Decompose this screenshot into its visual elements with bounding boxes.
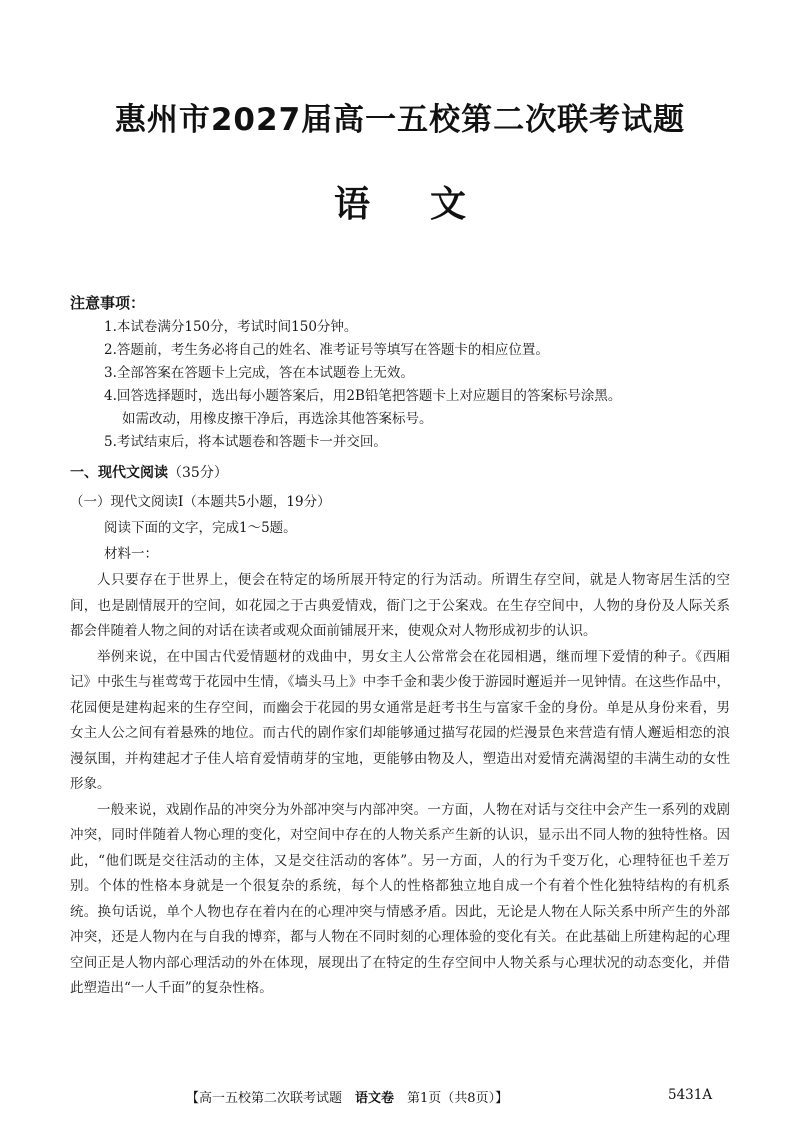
footer-subject: 语文卷 xyxy=(355,1091,395,1106)
footer-code: 5431A xyxy=(668,1087,713,1103)
reading-instruction: 阅读下面的文字，完成1～5题。 xyxy=(104,520,297,536)
notice-item-continuation: 如需改动，用橡皮擦干净后，再选涂其他答案标号。 xyxy=(122,411,433,427)
reading-passage xyxy=(70,568,730,1002)
section-heading xyxy=(70,462,228,482)
passage-paragraph: 一般来说，戏剧作品的冲突分为外部冲突与内部冲突。一方面，人物在对话与交往中会产生一系列的戏剧冲突，同时伴随着人物心理的变化，对空间中存在的人物关系产生新的认识，显示出不同人物的独特性格。因此，“他们既是交往活动的主体，又是交往活动的客体”。另一方面，人的行为千变万化，心理特征也千差万别。个体的性格本身就是一个很复杂的系统，每个人的性格都独立地自成一个有着个性化独特结构的有机系统。换句话说，单个人物也存在着内在的心理冲突与情感矛盾。因此，无论是人物在人际关系中所产生的外部冲突，还是人物内在与自我的博弈，都与人物在不同时刻的心理体验的变化有关。在此基础上所建构起的心理空间正是人物内部心理活动的外在体现，展现出了在特定的生存空间中人物关系与心理状况的动态变化，并借此塑造出“一人千面”的复杂性格。 xyxy=(70,801,730,996)
passage-paragraph: 人只要存在于世界上，便会在特定的场所展开特定的行为活动。所谓生存空间，就是人物寄居生活的空间，也是剧情展开的空间，如花园之于古典爱情戏，衙门之于公案戏。在生存空间中，人物的身份及人际关系都会伴随着人物之间的对话在读者或观众面前铺展开来，使观众对人物形成初步的认识。 xyxy=(70,572,730,639)
passage-paragraph: 举例来说，在中国古代爱情题材的戏曲中，男女主人公常常会在花园相遇，继而埋下爱情的种子。《西厢记》中张生与崔莺莺于花园中生情，《墙头马上》中李千金和裴少俊于游园时邂逅并一见钟情。在这些作品中，花园便是建构起来的生存空间，而幽会于花园的男女通常是赶考书生与富家千金的身份。单是从身份来看，男女主人公之间有着悬殊的地位。而古代的剧作家们却能够通过描写花园的烂漫景色来营造有情人邂逅相恋的浪漫氛围，并构建起才子佳人培育爱情萌芽的宝地，更能够由物及人，塑造出对爱情充满渴望的丰满生动的女性形象。 xyxy=(70,648,730,792)
footer-label: 【高一五校第二次联考试题 xyxy=(186,1091,343,1106)
sub-section-heading: （一）现代文阅读Ⅰ（本题共5小题，19分） xyxy=(70,494,331,510)
notice-item: 4.回答选择题时，选出每小题答案后，用2B铅笔把答题卡上对应题目的答案标号涂黑。 xyxy=(104,388,622,404)
footer-info xyxy=(186,1087,508,1106)
material-label: 材料一： xyxy=(104,546,158,562)
subject-title: 语文 xyxy=(333,183,526,225)
notice-heading: 注意事项： xyxy=(70,294,146,312)
notice-list xyxy=(104,316,744,454)
notice-item: 2.答题前，考生务必将自己的姓名、准考证号等填写在答题卡的相应位置。 xyxy=(104,342,549,358)
notice-item: 1.本试卷满分150分，考试时间150分钟。 xyxy=(104,319,358,335)
notice-item: 5.考试结束后，将本试题卷和答题卡一并交回。 xyxy=(104,434,387,450)
section-heading-text: 一、现代文阅读 xyxy=(70,465,168,481)
section-points: （35分） xyxy=(168,465,228,481)
exam-title: 惠州市2027届高一五校第二次联考试题 xyxy=(114,102,686,138)
notice-item: 3.全部答案在答题卡上完成，答在本试题卷上无效。 xyxy=(104,365,414,381)
footer-page: 第1页（共8页）】 xyxy=(407,1091,509,1106)
